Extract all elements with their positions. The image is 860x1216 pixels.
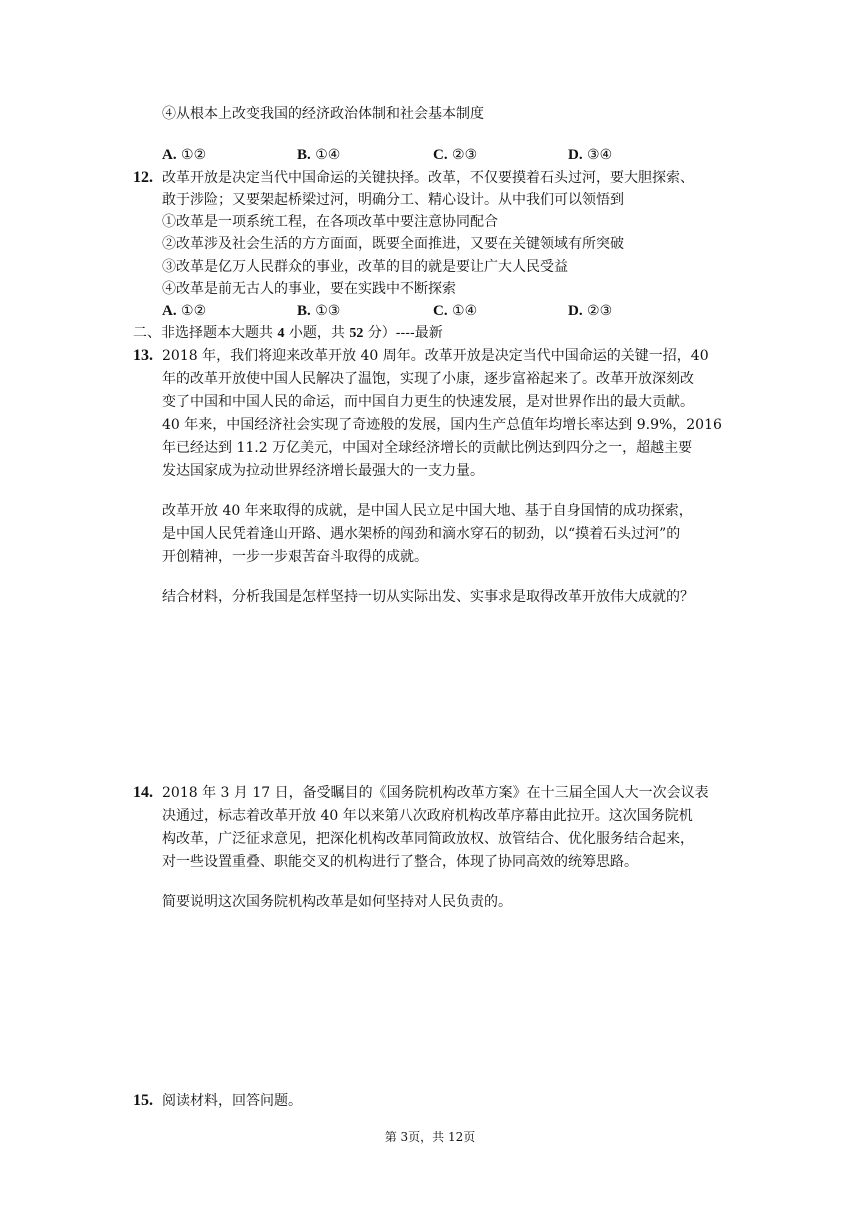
q12-choice-d: D. ②③ [568,303,613,319]
q12-choice-b: B. ①③ [297,303,341,319]
q12-statement-1: ①改革是一项系统工程，在各项改革中要注意协同配合 [162,214,498,230]
q13-para1-line-6: 发达国家成为拉动世界经济增长最强大的一支力量。 [162,463,484,479]
q12-statement-3: ③改革是亿万人民群众的事业，改革的目的就是要让广大人民受益 [162,259,568,275]
q12-stem-line-2: 敢于涉险；又要架起桥梁过河，明确分工、精心设计。从中我们可以领悟到 [162,192,624,208]
q13-para2-line-3: 开创精神，一步一步艰苦奋斗取得的成就。 [162,549,428,565]
q12-choice-a: A. ①② [162,303,207,319]
q14-line-1: 2018 年 3 月 17 日，备受瞩目的《国务院机构改革方案》在十三届全国人大一次会议表 [162,785,709,801]
q11-option-4: ④从根本上改变我国的经济政治体制和社会基本制度 [162,106,484,122]
q14-question: 简要说明这次国务院机构改革是如何坚持对人民负责的。 [162,894,512,910]
q11-choice-c: C. ②③ [433,147,478,163]
q11-choice-a: A. ①② [162,147,207,163]
q13-para2-line-2: 是中国人民凭着逢山开路、遇水架桥的闯劲和滴水穿石的韧劲，以“摸着石头过河”的 [162,526,681,542]
q13-question: 结合材料，分析我国是怎样坚持一切从实际出发、实事求是取得改革开放伟大成就的？ [162,589,694,605]
q12-statement-2: ②改革涉及社会生活的方方面面，既要全面推进，又要在关键领域有所突破 [162,236,624,252]
section-2-heading: 二、非选择题本大题共 4 小题，共 52 分）----最新 [133,325,443,341]
q13-para1-line-5: 年已经达到 11.2 万亿美元，中国对全球经济增长的贡献比例达到四分之一，超越主要 [162,440,693,456]
q12-statement-4: ④改革是前无古人的事业，要在实践中不断探索 [162,281,456,297]
q15-number: 15. [133,1092,153,1109]
q13-para1-line-2: 年的改革开放使中国人民解决了温饱，实现了小康，逐步富裕起来了。改革开放深刻改 [162,371,694,387]
q12-stem-line-1: 改革开放是决定当代中国命运的关键抉择。改革，不仅要摸着石头过河，要大胆探索、 [162,170,694,186]
q11-choice-b: B. ①④ [297,147,341,163]
q13-para1-line-1: 2018 年，我们将迎来改革开放 40 周年。改革开放是决定当代中国命运的关键一招，40 [162,348,709,364]
q11-choice-d: D. ③④ [568,147,613,163]
q14-line-4: 对一些设置重叠、职能交叉的机构进行了整合，体现了协同高效的统筹思路。 [162,854,638,870]
q12-number: 12. [133,169,153,186]
q13-para1-line-3: 变了中国和中国人民的命运，而中国自力更生的快速发展，是对世界作出的最大贡献。 [162,394,694,410]
q13-number: 13. [133,347,153,364]
q14-line-3: 构改革，广泛征求意见，把深化机构改革同简政放权、放管结合、优化服务结合起来， [162,831,694,847]
q13-para2-line-1: 改革开放 40 年来取得的成就，是中国人民立足中国大地、基于自身国情的成功探索， [162,503,693,519]
q12-choice-c: C. ①④ [433,303,478,319]
q14-line-2: 决通过，标志着改革开放 40 年以来第八次政府机构改革序幕由此拉开。这次国务院机 [162,808,693,824]
q15-text: 阅读材料，回答问题。 [162,1093,302,1109]
q14-number: 14. [133,784,153,801]
page-footer: 第 3页，共 12页 [384,1130,476,1144]
q13-para1-line-4: 40 年来，中国经济社会实现了奇迹般的发展，国内生产总值年均增长率达到 9.9%，2016 [162,417,722,433]
